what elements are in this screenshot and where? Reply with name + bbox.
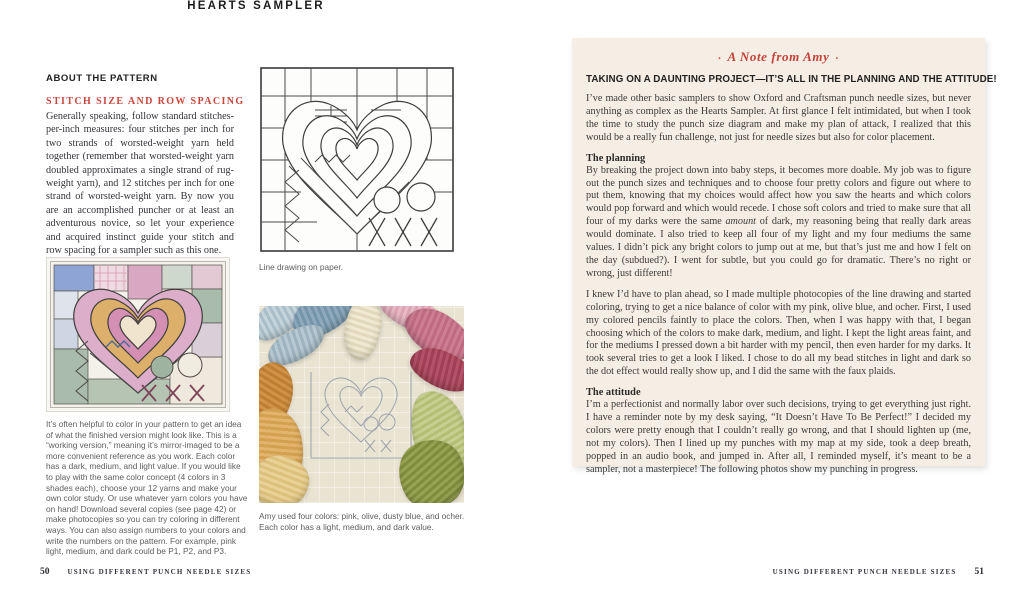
page-number-left: 50 xyxy=(40,567,50,577)
colored-pattern-caption: It’s often helpful to color in your pattern to get an idea of what the finished version might look like. This is a “working version,” meaning it’s mirror-imaged to be a more convenient reference as you work. Each color has a dark, medium, and light value. If you would like to play with the same color concept (4 colors in 3 shades each), choose your 12 yarns and make your own color study. Or use whatever yarn colors you have on hand! Download several copies (see page 42) or make photocopies so you can try coloring in different ways. You can also assign numbers to your colors and write the numbers on the pattern. For example, pink light, medium, and dark could be P1, P2, and P3. xyxy=(46,419,248,557)
note-heading: TAKING ON A DAUNTING PROJECT—IT’S ALL IN THE PLANNING AND THE ATTITUDE! xyxy=(586,74,997,85)
footer-right xyxy=(773,567,984,577)
note-paragraph-3: I knew I’d have to plan ahead, so I made multiple photocopies of the line drawing and started coloring, trying to get a nice balance of color with my pink, olive blue, and ocher. First, I used my colored pencils faintly to place the colors. Then, when I was happy with that, I began choosing which of the colors to make dark, medium, and light. I kept the light areas faint, and for the mediums I pressed down a bit harder with my pencil, then even harder for my darks. It took several tries to get a look I liked. I chose to do all my bead stitches in light and dark so the dot effect would really show up, and I did the same with the faux plaids. xyxy=(586,288,971,378)
note-title-row xyxy=(586,49,971,65)
subsection-heading: STITCH SIZE AND ROW SPACING xyxy=(46,96,245,107)
colored-pattern-drawing xyxy=(50,261,226,408)
line-drawing-svg xyxy=(259,66,456,254)
note-dot-left: . xyxy=(718,50,722,62)
yarn-skein-pale-gold xyxy=(259,453,312,503)
colored-pattern-image xyxy=(46,257,230,412)
attitude-heading: The attitude xyxy=(586,387,641,399)
planning-heading: The planning xyxy=(586,152,646,164)
line-drawing-image xyxy=(259,66,456,254)
attitude-paragraph: I’m a perfectionist and normally labor over such decisions, trying to get everything just right. I have a reminder note by my desk saying, “It Doesn’t Have To Be Perfect!” I decided my colors were pretty enough that I couldn’t really go wrong, and that I should lighten up (me, not my colors). Then I lined up my punches with my map at my side, took a deep breath, popped in an audio book, and jumped in. After all, I reminded myself, it’s meant to be a sampler, not a masterpiece! The following photos show my punching in progress. xyxy=(586,399,971,475)
yarn-photo-pattern-sketch xyxy=(305,352,417,464)
section-heading: ABOUT THE PATTERN xyxy=(46,73,158,84)
line-drawing-caption: Line drawing on paper. xyxy=(259,262,343,272)
planning-text-italic: amount xyxy=(725,216,757,228)
running-footer-right: USING DIFFERENT PUNCH NEEDLE SIZES xyxy=(772,568,957,576)
page-title: HEARTS SAMPLER xyxy=(187,0,325,12)
planning-paragraph xyxy=(586,165,971,281)
planning-text-pre: By breaking the project down into baby steps, it becomes more doable. My job was to figure out the punch sizes and techniques and to choose four pretty colors and figure out where to put them, knowing that my choices would affect how you saw the hearts and which colors would pop forward and which would recede. I chose soft colors and tried to make sure that all four of my darks were the same xyxy=(586,164,971,228)
note-title: A Note from Amy xyxy=(727,49,830,64)
page-number-right: 51 xyxy=(974,567,984,577)
planning-text-post: of dark, my reasoning being that really dark areas would dominate. I also tried to keep all four of my light and my four mediums the same values. I didn’t pick any bright colors to jump out at me, but that’s just me and how I felt on the day (subdued?). I went for subtle, but you could go for dramatic. There’s no right or wrong, just different! xyxy=(586,216,971,279)
body-paragraph: Generally speaking, follow standard stitches-per-inch measures: four stitches per inch for two strands of worsted-weight yarn held together (remember that worsted-weight yarn doubled approximates a single strand of rug-weight yarn), and 12 stitches per inch for one strand of worsted-weight yarn. By now you are an accomplished puncher or at least an adventurous novice, so let your experience and acquired instinct guide your stitch and row spacing for a sampler such as this one. xyxy=(46,111,234,257)
note-paragraph-1: I’ve made other basic samplers to show Oxford and Craftsman punch needle sizes, but never anything as complex as the Hearts Sampler. At first glance I felt intimidated, but when I took the time to study the punch size diagram and make my plan of attack, I realized that this would be a really fun challenge, not just for needle sizes but also for color placement. xyxy=(586,93,971,143)
footer-left xyxy=(40,567,251,577)
note-dot-right: . xyxy=(835,50,839,62)
yarn-photo xyxy=(259,306,464,503)
yarn-photo-caption: Amy used four colors: pink, olive, dusty blue, and ocher. Each color has a light, medium, and dark value. xyxy=(259,511,465,532)
note-from-amy-box xyxy=(572,38,997,475)
running-footer-left: USING DIFFERENT PUNCH NEEDLE SIZES xyxy=(67,568,252,576)
